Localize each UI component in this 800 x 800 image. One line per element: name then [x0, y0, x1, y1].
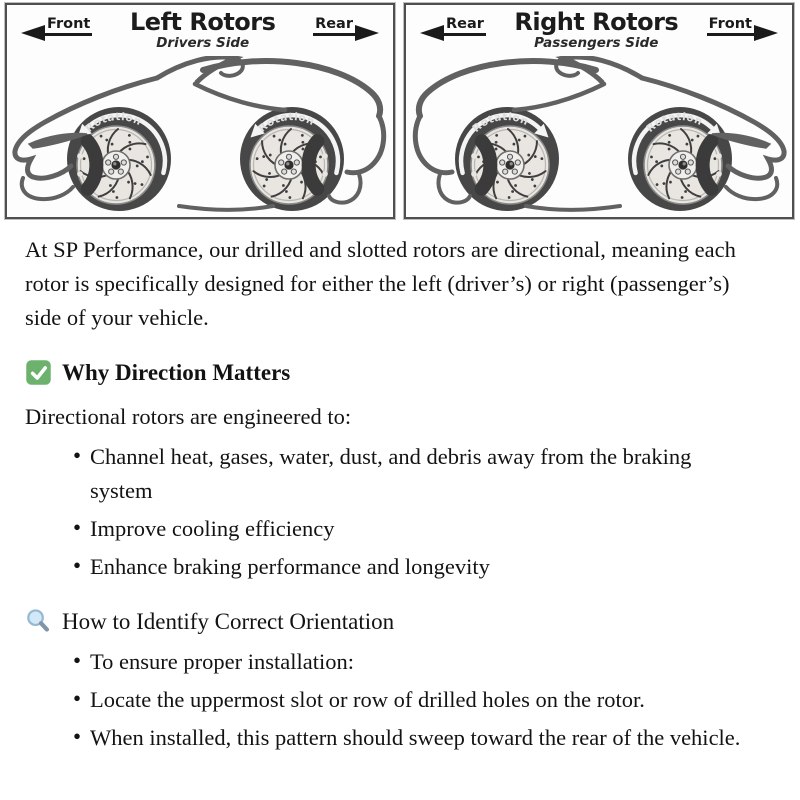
heading-text: How to Identify Correct Orientation: [62, 608, 395, 634]
rotation-label: Rotation: [256, 110, 317, 135]
panel-header: [406, 5, 792, 51]
how-bullet-list: [25, 645, 742, 754]
list-item: • Improve cooling efficiency: [73, 512, 742, 546]
rotation-label: Rotation: [644, 110, 705, 135]
panel-title-block: [486, 10, 707, 51]
list-item: • To ensure proper installation:: [73, 645, 742, 679]
list-item: • When installed, this pattern should sweep toward the rear of the vehicle.: [73, 721, 742, 755]
list-item: • Locate the uppermost slot or row of drilled holes on the rotor.: [73, 683, 742, 717]
article-body: [0, 233, 800, 755]
why-direction-matters-heading: [25, 359, 742, 386]
rear-direction-indicator: [313, 16, 379, 36]
arrow-right-icon: [355, 25, 379, 41]
direction-label: Front: [45, 16, 92, 36]
why-bullet-list: [25, 440, 742, 583]
panel-title-block: [92, 10, 313, 51]
rotor-direction-diagram: [0, 0, 800, 219]
front-direction-indicator: [21, 16, 92, 36]
intro-paragraph: At SP Performance, our drilled and slotted rotors are directional, meaning each rotor is specifically designed for either the left (driver’s) or right (passenger’s) side of your vehicle.: [25, 237, 736, 330]
arrow-left-icon: [21, 25, 45, 41]
rotation-label: Rotation: [470, 110, 531, 135]
right-car-illustration: [406, 56, 792, 217]
front-direction-indicator: [707, 16, 778, 36]
arrow-left-icon: [420, 25, 444, 41]
panel-title: Left Rotors: [130, 8, 276, 36]
left-car-illustration: [7, 56, 393, 217]
list-item: • Channel heat, gases, water, dust, and debris away from the braking system: [73, 440, 742, 508]
engineered-to-lead: Directional rotors are engineered to:: [25, 404, 352, 430]
direction-label: Rear: [444, 16, 486, 36]
direction-label: Rear: [313, 16, 355, 36]
identify-orientation-heading: [25, 608, 742, 635]
check-mark-icon: [25, 359, 52, 386]
right-rotors-panel: [404, 3, 794, 219]
rotation-label: Rotation: [83, 110, 144, 135]
rear-direction-indicator: [420, 16, 486, 36]
panel-header: [7, 5, 393, 51]
magnifying-glass-icon: [25, 608, 52, 635]
direction-label: Front: [707, 16, 754, 36]
panel-subtitle: Passengers Side: [534, 35, 659, 51]
arrow-right-icon: [754, 25, 778, 41]
left-rotors-panel: [5, 3, 395, 219]
heading-text: Why Direction Matters: [62, 359, 291, 385]
list-item: • Enhance braking performance and longevity: [73, 550, 742, 584]
panel-title: Right Rotors: [514, 8, 679, 36]
panel-subtitle: Drivers Side: [156, 35, 250, 51]
